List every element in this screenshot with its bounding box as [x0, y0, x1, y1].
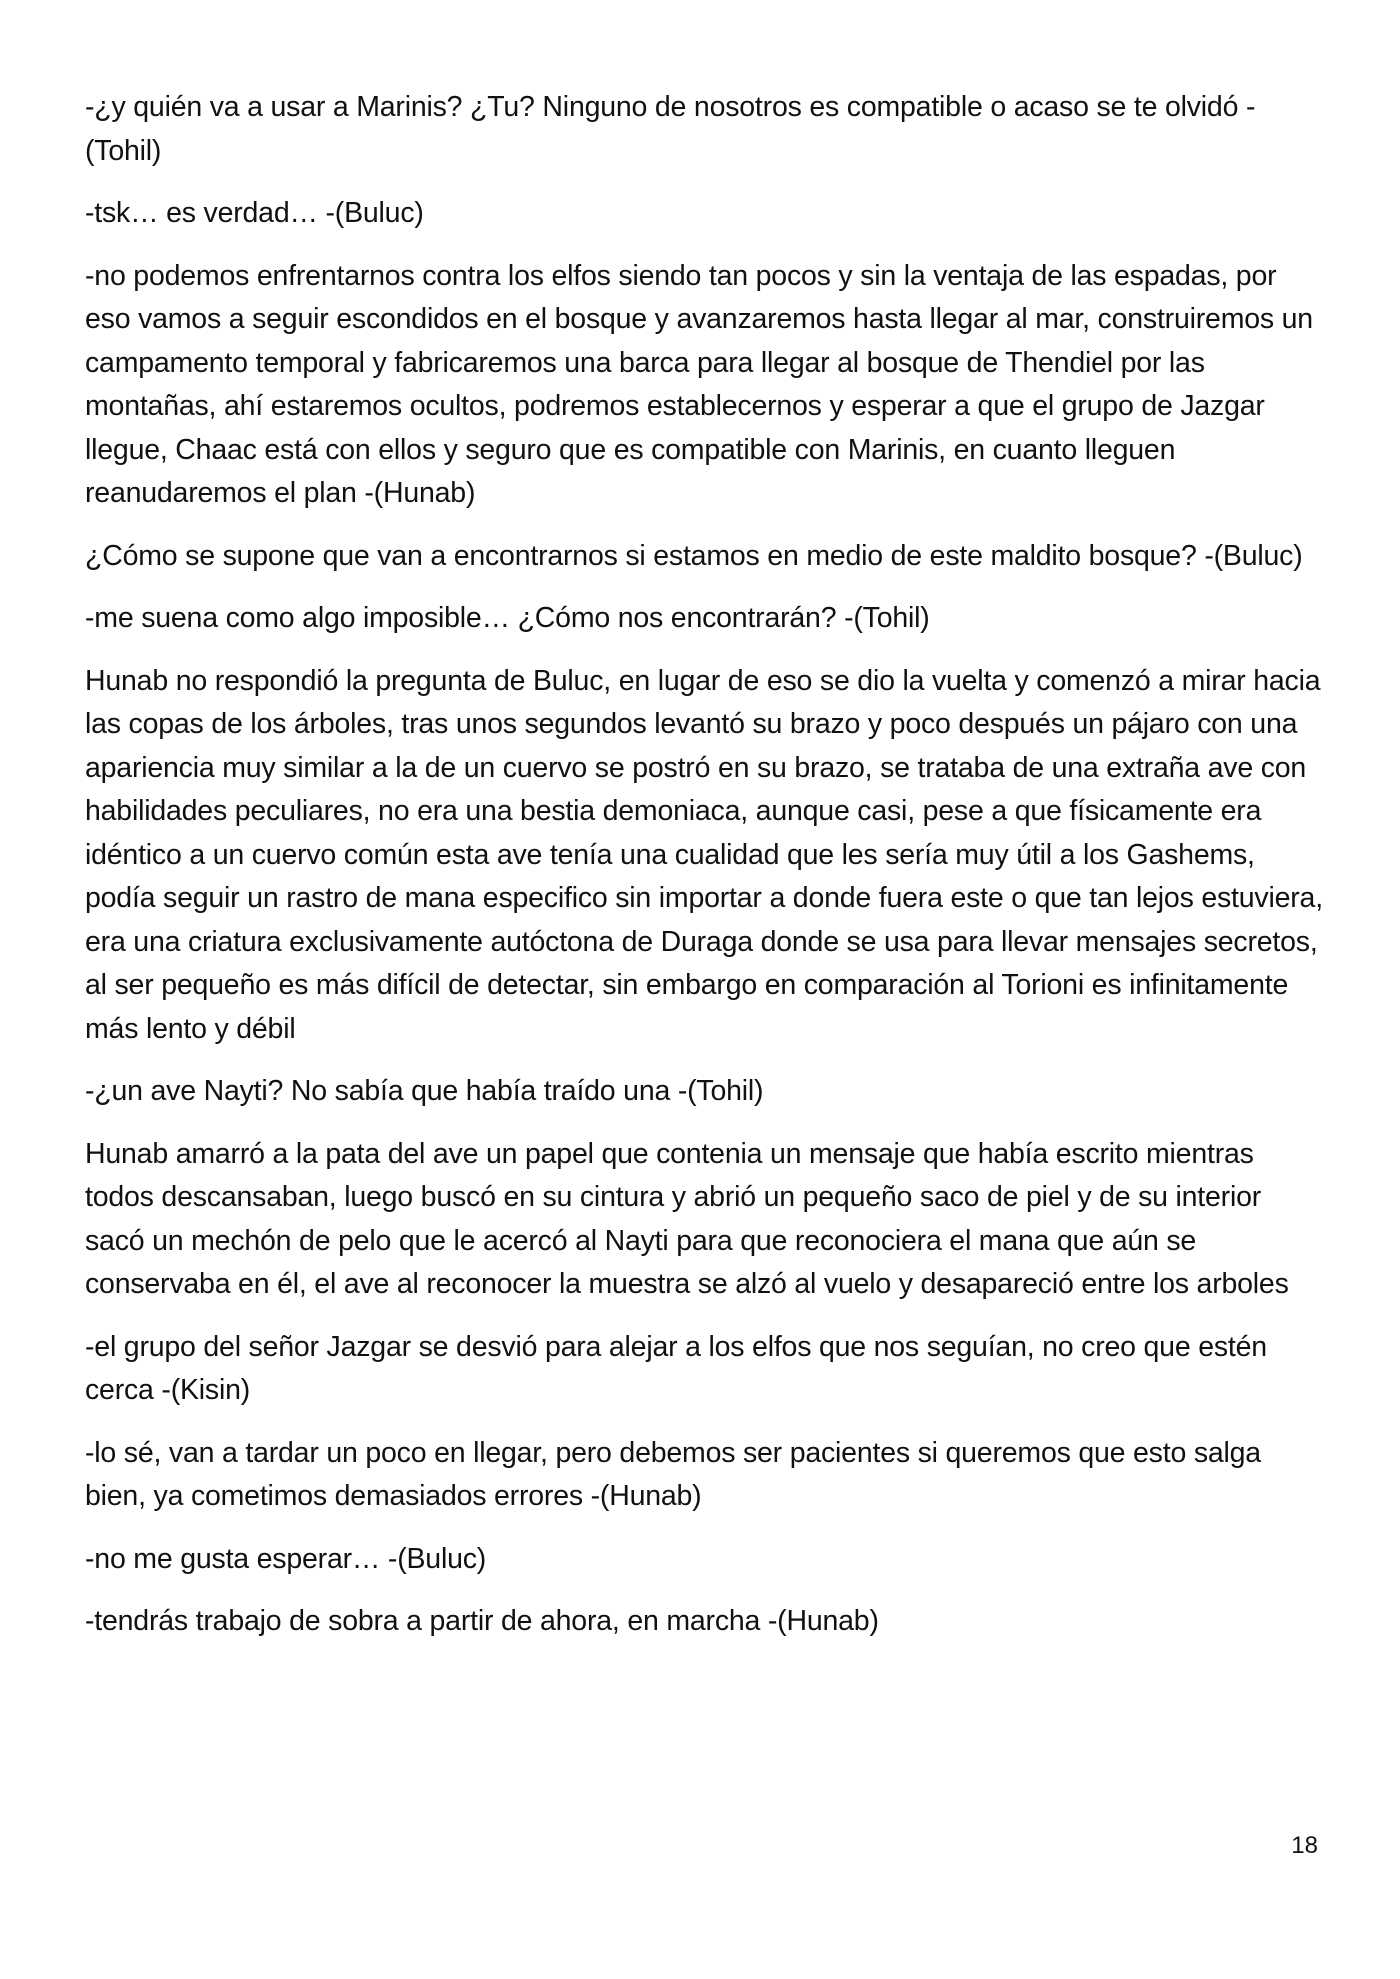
narrative-paragraph: Hunab amarró a la pata del ave un papel que contenia un mensaje que había escrito mientras todos descansaban, luego buscó en su cintura y abrió un pequeño saco de piel y de su interior sacó un mechón de pelo que le acercó al Nayti para que reconociera el mana que aún se conservaba en él, el ave al reconocer la muestra se alzó al vuelo y desapareció entre los arboles [85, 1137, 1289, 1300]
dialogue-paragraph: -me suena como algo imposible… ¿Cómo nos encontrarán? -(Tohil) [85, 602, 930, 634]
dialogue-paragraph: -tsk… es verdad… -(Buluc) [85, 197, 424, 229]
dialogue-paragraph: ¿Cómo se supone que van a encontrarnos si estamos en medio de este maldito bosque? -(Buluc) [85, 539, 1303, 572]
dialogue-paragraph: -lo sé, van a tardar un poco en llegar, pero debemos ser pacientes si queremos que esto salga bien, ya cometimos demasiados errores -(Hunab) [85, 1436, 1261, 1512]
dialogue-paragraph: -¿un ave Nayti? No sabía que había traído una -(Tohil) [85, 1075, 764, 1107]
dialogue-paragraph: -no podemos enfrentarnos contra los elfos siendo tan pocos y sin la ventaja de las espadas, por eso vamos a seguir escondidos en el bosque y avanzaremos hasta llegar al mar, construiremos un campamento temporal y fabricaremos una barca para llegar al bosque de Thendiel por las montañas, ahí estaremos ocultos, podremos establecernos y esperar a que el grupo de Jazgar llegue, Chaac está con ellos y seguro que es compatible con Marinis, en cuanto lleguen reanudaremos el plan -(Hunab) [85, 259, 1313, 509]
narrative-paragraph: Hunab no respondió la pregunta de Buluc, en lugar de eso se dio la vuelta y comenzó a mirar hacia las copas de los árboles, tras unos segundos levantó su brazo y poco después un pájaro con una apariencia muy similar a la de un cuervo se postró en su brazo, se trataba de una extraña ave con habilidades peculiares, no era una bestia demoniaca, aunque casi, pese a que físicamente era idéntico a un cuervo común esta ave tenía una cualidad que les sería muy útil a los Gashems, podía seguir un rastro de mana especifico sin importar a donde fuera este o que tan lejos estuviera, era una criatura exclusivamente autóctona de Duraga donde se usa para llevar mensajes secretos, al ser pequeño es más difícil de detectar, sin embargo en comparación al Torioni es infinitamente más lento y débil [85, 664, 1323, 1045]
page-number: 18 [1291, 1832, 1318, 1859]
dialogue-paragraph: -¿y quién va a usar a Marinis? ¿Tu? Ninguno de nosotros es compatible o acaso se te olvidó -(Tohil) [85, 91, 1256, 167]
dialogue-paragraph: -no me gusta esperar… -(Buluc) [85, 1542, 487, 1575]
dialogue-paragraph: -tendrás trabajo de sobra a partir de ahora, en marcha -(Hunab) [85, 1605, 879, 1637]
page-body [85, 86, 1325, 1663]
dialogue-paragraph: -el grupo del señor Jazgar se desvió para alejar a los elfos que nos seguían, no creo que estén cerca -(Kisin) [85, 1330, 1267, 1406]
